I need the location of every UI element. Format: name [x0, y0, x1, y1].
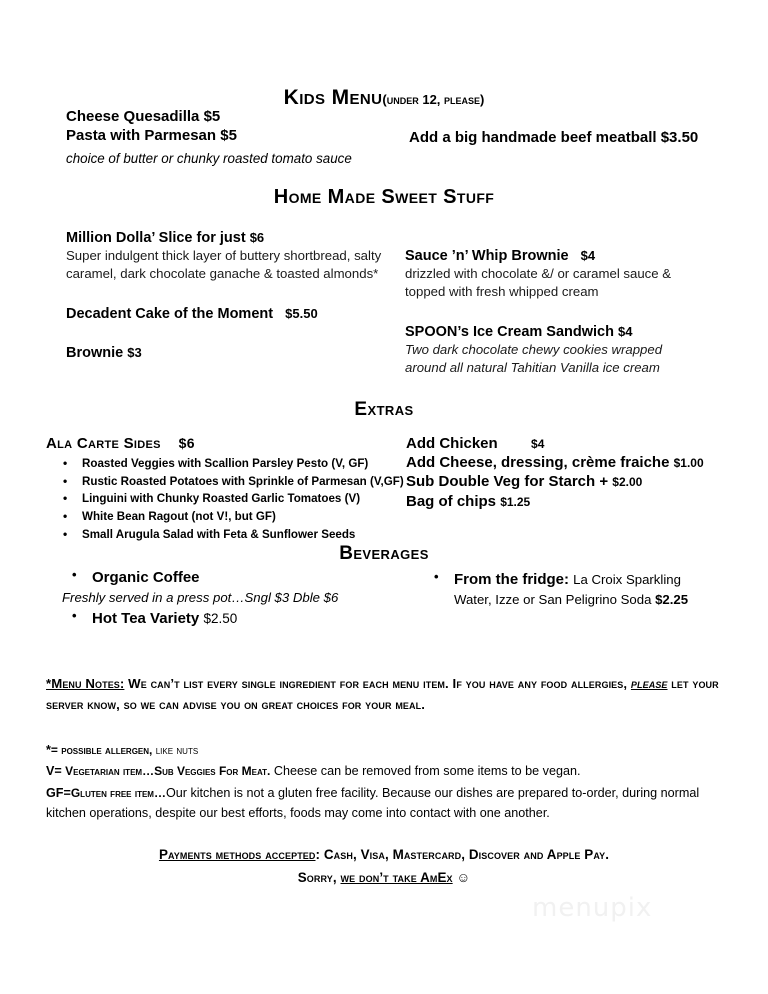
legend-vegetarian-text: Cheese can be removed from some items to be vegan. [270, 764, 581, 779]
allergen-legend [46, 740, 730, 825]
extras-addon [406, 434, 704, 453]
sweet-item [66, 306, 386, 323]
menu-notes [46, 673, 722, 716]
sweet-item-title-row [405, 324, 705, 341]
legend-row-gluten-free [46, 783, 730, 824]
sweet-item-price: $4 [618, 323, 633, 339]
list-item: • Small Arugula Salad with Feta & Sunflower Seeds [82, 526, 396, 544]
sweets-left-column [66, 230, 386, 362]
list-item: • Rustic Roasted Potatoes with Sprinkle of Parmesan (V,GF) [82, 473, 396, 491]
sweet-item [66, 230, 386, 284]
beverage-fridge-price: $2.25 [655, 591, 689, 607]
smiley-icon: ☺ [452, 870, 471, 886]
extras-addon [406, 472, 704, 491]
extras-addon-label: Add Cheese, dressing, crème fraiche [406, 454, 670, 472]
beverage-item-fridge [424, 570, 704, 590]
sweets-right-column [405, 248, 705, 377]
sweet-item-price: $6 [249, 230, 265, 245]
sweet-item-title-row [66, 345, 386, 362]
sweet-item-price: $4 [580, 248, 596, 263]
legend-row-allergen [46, 740, 730, 760]
section-heading-sweets: Home Made Sweet Stuff [273, 186, 495, 208]
payments-amex-underlined: we don’t take AmEx [340, 870, 453, 886]
sweet-item-desc: Two dark chocolate chewy cookies wrapped around all natural Tahitian Vanilla ice cream [405, 341, 663, 375]
payments-sorry-prefix: Sorry, [297, 870, 341, 886]
ala-carte-price: $6 [178, 435, 195, 451]
extras-addon [406, 492, 704, 511]
sweet-item [66, 345, 386, 362]
section-heading-extras: Extras [354, 399, 414, 420]
extras-right-column [406, 434, 704, 511]
beverage-fridge-continuation [454, 590, 704, 609]
menupix-watermark: menupix [532, 893, 653, 923]
sweet-item-title-row [66, 230, 386, 247]
sweet-item-title: Million Dolla’ Slice for just [66, 230, 246, 246]
legend-vegetarian-sc: Vegetarian item…Sub Veggies For Meat. [61, 764, 271, 779]
sweet-item [405, 324, 705, 378]
extras-addon-label: Bag of chips [406, 492, 497, 510]
payments-section [0, 843, 768, 890]
sweet-item-price: $5.50 [285, 305, 318, 321]
list-item: • Roasted Veggies with Scallion Parsley Pesto (V, GF) [82, 455, 396, 473]
extras-addon-price: $1.00 [673, 456, 704, 471]
legend-gf-sc: Gluten free item… [70, 785, 166, 800]
sweet-item [405, 248, 705, 302]
menu-notes-body: We can’t list every single ingredient for each menu item. If you have any food allergies, [124, 676, 631, 691]
payments-methods: : Cash, Visa, Mastercard, Discover and Apple Pay. [315, 847, 610, 862]
sweet-item-title: SPOON’s Ice Cream Sandwich [405, 323, 614, 340]
payments-amex-line [0, 866, 768, 889]
sweet-item-price: $3 [127, 344, 142, 360]
sweet-item-title-row [66, 306, 386, 323]
sweet-item-title: Sauce ’n’ Whip Brownie [405, 248, 569, 264]
section-heading-kids [0, 86, 768, 110]
beverage-coffee-label: Organic Coffee [92, 569, 200, 586]
legend-gf-text: Our kitchen is not a gluten free facility. Because our dishes are prepared to-order, during normal kitchen operations, despite our best efforts, foods may come into contact with one another. [46, 785, 700, 821]
beverage-item-tea [62, 609, 382, 629]
extras-addon-price: $4 [531, 437, 545, 451]
section-heading-beverages: Beverages [339, 543, 429, 564]
extras-left-column [46, 435, 404, 544]
beverage-coffee-note: Freshly served in a press pot…Sngl $3 Dble $6 [62, 589, 339, 605]
sweet-item-desc: Super indulgent thick layer of buttery shortbread, salty caramel, dark chocolate ganache & toasted almonds* [66, 248, 382, 282]
extras-addon-label: Sub Double Veg for Starch + [406, 473, 609, 491]
menu-notes-body-end: let your server know, so we can advise you on great choices for your meal. [46, 676, 719, 713]
beverage-item-coffee [62, 568, 382, 588]
kids-heading-note: (under 12, please) [382, 92, 485, 107]
kids-item-0: Cheese Quesadilla $5 [66, 108, 221, 125]
legend-vegetarian-key: V= [46, 764, 62, 779]
legend-allergen-text2: like nuts [152, 743, 199, 757]
beverages-left-column [62, 568, 382, 628]
ala-carte-heading [46, 435, 396, 452]
beverage-tea-label: Hot Tea Variety [92, 609, 200, 627]
extras-addon-label: Add Chicken [406, 435, 498, 452]
beverage-fridge-line1: La Croix Sparkling [573, 572, 681, 587]
legend-allergen-key: * [46, 743, 51, 757]
beverages-right-column [424, 570, 704, 609]
extras-addon [406, 453, 704, 472]
kids-note: choice of butter or chunky roasted tomato sauce [66, 150, 352, 166]
beverage-fridge-line2: Water, Izze or San Peligrino Soda [454, 591, 656, 607]
legend-row-vegetarian [46, 761, 730, 781]
extras-addon-price: $2.00 [612, 475, 643, 490]
ala-carte-heading-text: Ala Carte Sides [46, 435, 161, 452]
ala-carte-sides-list [46, 455, 404, 544]
list-item: • White Bean Ragout (not V!, but GF) [82, 508, 396, 526]
legend-gf-key: GF= [46, 785, 71, 800]
sweet-item-desc: drizzled with chocolate &/ or caramel sauce & topped with fresh whipped cream [405, 266, 672, 300]
extras-addon-price: $1.25 [500, 494, 531, 509]
menu-notes-label: *Menu Notes: [46, 676, 125, 691]
sweet-item-title: Decadent Cake of the Moment [66, 305, 274, 322]
payments-label: Payments methods accepted [158, 847, 316, 862]
kids-heading-text: Kids Menu [283, 86, 383, 109]
sweet-item-title-row [405, 248, 705, 265]
kids-left-column [66, 108, 352, 166]
list-item: • Linguini with Chunky Roasted Garlic Tomatoes (V) [82, 490, 396, 508]
sweet-item-title: Brownie [66, 344, 124, 361]
beverage-fridge-label: From the fridge: [454, 571, 569, 588]
menu-notes-emphasis: please [630, 676, 668, 691]
kids-item-1: Pasta with Parmesan $5 [66, 126, 237, 144]
kids-addon: Add a big handmade beef meatball $3.50 [409, 129, 699, 146]
legend-allergen-text: = possible allergen, [50, 743, 153, 757]
beverage-tea-price: $2.50 [203, 610, 238, 626]
